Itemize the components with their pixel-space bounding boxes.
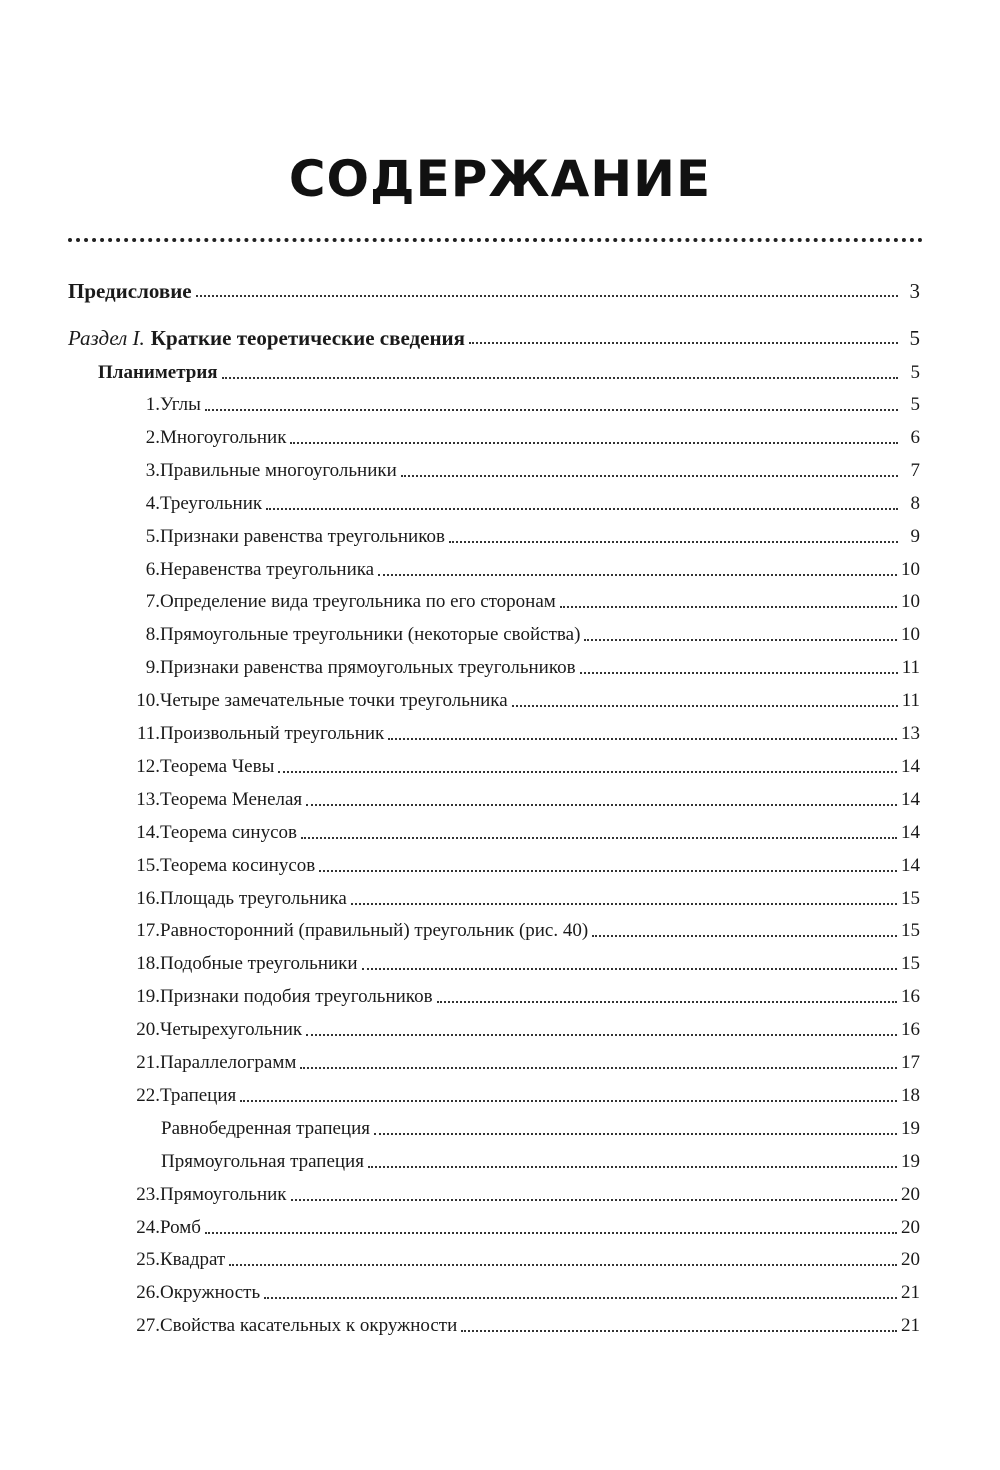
toc-item-number: 24. [136, 1217, 160, 1238]
toc-preface[interactable] [68, 279, 920, 303]
dot-leader [584, 639, 897, 641]
toc-entry-label: Площадь треугольника [160, 888, 347, 909]
toc-entry-label: Произвольный треугольник [160, 723, 385, 744]
toc-item-number: 2. [145, 427, 160, 448]
dot-leader [266, 508, 898, 510]
dot-leader [240, 1100, 897, 1102]
dot-leader [290, 442, 898, 444]
toc-entry-page: 20 [901, 1217, 920, 1238]
toc-section[interactable] [68, 326, 920, 350]
toc-item[interactable] [110, 623, 920, 647]
toc-entry-label: Определение вида треугольника по его сторонам [160, 591, 556, 612]
toc-item-number: 21. [136, 1052, 160, 1073]
toc-entry-label: Теорема синусов [160, 822, 297, 843]
toc-item-number: 7. [145, 591, 160, 612]
toc-item[interactable] [110, 558, 920, 582]
toc-entry-label: Свойства касательных к окружности [160, 1315, 458, 1336]
toc-item[interactable] [110, 1248, 920, 1272]
toc-entry-label: Теорема косинусов [160, 855, 316, 876]
dot-leader [306, 804, 897, 806]
toc-entry-page: 7 [910, 460, 920, 481]
dot-leader [362, 968, 897, 970]
toc-entry-label: Подобные треугольники [160, 953, 358, 974]
toc-entry-label: Окружность [160, 1282, 261, 1303]
toc-item[interactable] [110, 755, 920, 779]
toc-item[interactable] [110, 590, 920, 614]
toc-item-number: 16. [136, 888, 160, 909]
toc-entry-label: Четырехугольник [160, 1019, 303, 1040]
toc-entry-label: Прямоугольные треугольники (некоторые свойства) [160, 624, 581, 645]
toc-item-number: 17. [136, 920, 160, 941]
toc-subsection[interactable] [98, 361, 920, 385]
toc-entry-label: Планиметрия [98, 362, 218, 383]
toc-entry-page: 6 [910, 427, 920, 448]
toc-item[interactable] [110, 1216, 920, 1240]
toc-item[interactable] [110, 393, 920, 417]
toc-item[interactable] [110, 821, 920, 845]
dot-leader [301, 837, 897, 839]
toc-entry-label: Четыре замечательные точки треугольника [160, 690, 508, 711]
toc-entry-page: 10 [901, 624, 920, 645]
toc-entry-label: Предисловие [68, 279, 192, 303]
toc-item-number: 14. [136, 822, 160, 843]
page-title: СОДЕРЖАНИЕ [288, 150, 712, 208]
dot-leader [512, 705, 898, 707]
toc-item[interactable] [110, 854, 920, 878]
toc-entry-page: 21 [901, 1315, 920, 1336]
toc-item[interactable] [110, 919, 920, 943]
toc-entry-label: Правильные многоугольники [160, 460, 397, 481]
dot-leader [306, 1034, 897, 1036]
dot-leader [205, 1232, 897, 1234]
toc-entry-page: 14 [901, 822, 920, 843]
dot-leader [229, 1264, 897, 1266]
toc-entry-page: 11 [901, 657, 920, 678]
toc-item[interactable] [110, 656, 920, 680]
toc-entry-page: 17 [901, 1052, 920, 1073]
toc-entry-label: Трапеция [160, 1085, 237, 1106]
toc-entry-page: 5 [909, 326, 920, 350]
toc-item-number: 23. [136, 1184, 160, 1205]
dot-leader [437, 1001, 897, 1003]
toc-item-number: 19. [136, 986, 160, 1007]
toc-item-number: 11. [136, 723, 160, 744]
dot-leader [196, 295, 898, 297]
toc-item[interactable] [110, 689, 920, 713]
dot-leader [580, 672, 898, 674]
dot-leader [291, 1199, 897, 1201]
toc-item-number: 15. [136, 855, 160, 876]
toc-item[interactable] [110, 1314, 920, 1338]
toc-item[interactable] [110, 1281, 920, 1305]
dot-leader [461, 1330, 897, 1332]
toc-item-number: 5. [145, 526, 160, 547]
toc-entry-page: 5 [910, 362, 920, 383]
toc-item-number: 25. [136, 1249, 160, 1270]
toc-entry-page: 20 [901, 1249, 920, 1270]
toc-entry-page: 20 [901, 1184, 920, 1205]
toc-item[interactable] [110, 1051, 920, 1075]
toc-item-number: 18. [136, 953, 160, 974]
toc-item-number: 6. [145, 559, 160, 580]
toc-entry-label: Теорема Менелая [160, 789, 303, 810]
toc-entry-page: 16 [901, 1019, 920, 1040]
toc-item[interactable] [110, 525, 920, 549]
toc-entry-page: 14 [901, 789, 920, 810]
toc-entry-page: 10 [901, 591, 920, 612]
dot-leader [401, 475, 898, 477]
toc-entry-label: Ромб [160, 1217, 201, 1238]
toc-entry-page: 19 [901, 1151, 920, 1172]
dot-leader [368, 1166, 897, 1168]
dot-leader [378, 574, 897, 576]
dot-leader [278, 771, 897, 773]
toc-entry-label: Квадрат [160, 1249, 226, 1270]
toc-item[interactable] [110, 788, 920, 812]
toc-item-number: 8. [145, 624, 160, 645]
toc-entry-page: 15 [901, 888, 920, 909]
toc-entry-page: 10 [901, 559, 920, 580]
toc-item[interactable] [110, 1084, 920, 1108]
toc-item-number: 3. [145, 460, 160, 481]
toc-entry-page: 11 [901, 690, 920, 711]
toc-item[interactable] [110, 492, 920, 516]
toc-entry-label: Признаки равенства треугольников [160, 526, 445, 547]
toc-entry-page: 14 [901, 756, 920, 777]
toc-entry-label: Треугольник [160, 493, 263, 514]
toc-item-number: 9. [145, 657, 160, 678]
toc-item-number: 1. [145, 394, 160, 415]
toc-item[interactable] [161, 1150, 920, 1174]
toc-entry-page: 16 [901, 986, 920, 1007]
toc-entry-page: 5 [910, 394, 920, 415]
toc-item[interactable] [110, 1183, 920, 1207]
dot-leader [300, 1067, 897, 1069]
toc-entry-label: Прямоугольная трапеция [161, 1151, 364, 1172]
toc-entry-label: Углы [160, 394, 201, 415]
toc-entry-page: 3 [909, 279, 920, 303]
toc-entry-page: 21 [901, 1282, 920, 1303]
toc-entry-page: 19 [901, 1118, 920, 1139]
dot-leader [222, 377, 898, 379]
toc-entry-label: Равносторонний (правильный) треугольник (рис. 40) [160, 920, 589, 941]
dot-leader [388, 738, 897, 740]
toc-item-number: 4. [145, 493, 160, 514]
toc-item-number: 27. [136, 1315, 160, 1336]
toc-entry-page: 9 [910, 526, 920, 547]
toc-item-number: 22. [136, 1085, 160, 1106]
dot-leader [319, 870, 897, 872]
toc-entry-label: Признаки подобия треугольников [160, 986, 433, 1007]
toc-entry-page: 14 [901, 855, 920, 876]
toc-entry-label: Равнобедренная трапеция [161, 1118, 370, 1139]
toc-entry-label: Признаки равенства прямоугольных треугольников [160, 657, 576, 678]
toc-item[interactable] [110, 985, 920, 1009]
toc-item-number: 20. [136, 1019, 160, 1040]
toc-entry-label: Теорема Чевы [160, 756, 275, 777]
dot-leader [560, 606, 897, 608]
dot-leader [264, 1297, 897, 1299]
toc-entry-page: 18 [901, 1085, 920, 1106]
dot-leader [449, 541, 898, 543]
toc-item-number: 13. [136, 789, 160, 810]
toc-item[interactable] [110, 1018, 920, 1042]
toc-item[interactable] [110, 722, 920, 746]
toc-item[interactable] [161, 1117, 920, 1141]
toc-item[interactable] [110, 459, 920, 483]
toc-item-number: 10. [136, 690, 160, 711]
dot-leader [374, 1133, 897, 1135]
toc-section-prefix: Раздел I. [68, 326, 145, 350]
toc-entry-label: Краткие теоретические сведения [150, 326, 466, 350]
toc-entry-label: Параллелограмм [160, 1052, 297, 1073]
dot-leader [469, 342, 898, 344]
toc-entry-page: 13 [901, 723, 920, 744]
toc-entry-label: Неравенства треугольника [160, 559, 375, 580]
dot-leader [205, 409, 898, 411]
toc-item[interactable] [110, 952, 920, 976]
toc-entry-label: Многоугольник [160, 427, 287, 448]
toc-item-number: 26. [136, 1282, 160, 1303]
toc-item-number: 12. [136, 756, 160, 777]
toc-entry-page: 8 [910, 493, 920, 514]
toc-entry-page: 15 [901, 953, 920, 974]
toc-entry-label: Прямоугольник [160, 1184, 287, 1205]
toc-entry-page: 15 [901, 920, 920, 941]
toc-item[interactable] [110, 887, 920, 911]
toc-item[interactable] [110, 426, 920, 450]
dot-leader [351, 903, 897, 905]
dot-leader [592, 935, 897, 937]
